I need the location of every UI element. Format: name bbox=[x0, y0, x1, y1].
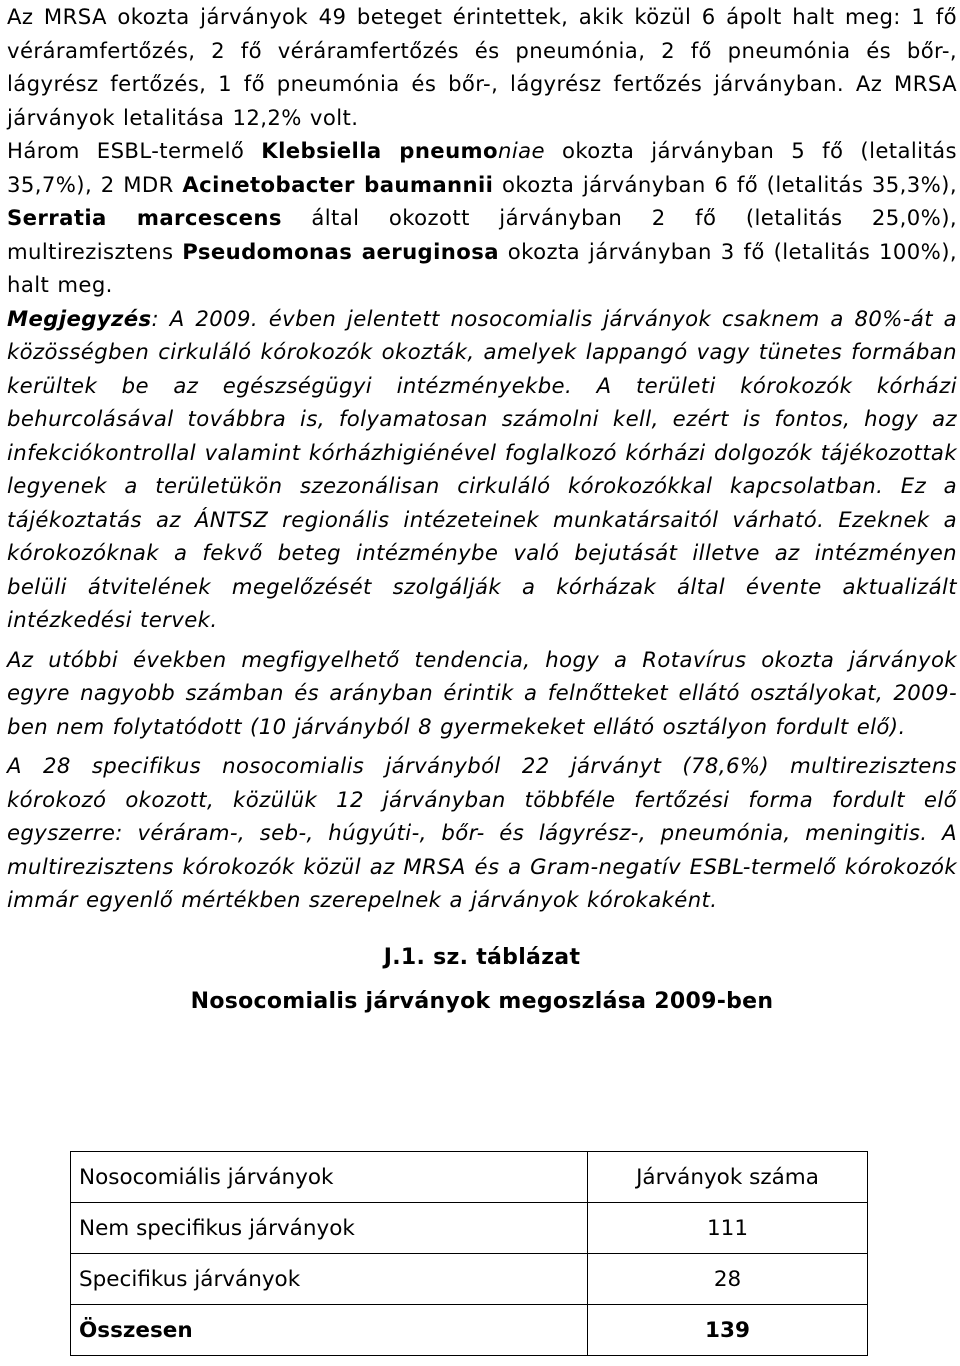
table-cell: Nem specifikus járványok bbox=[71, 1203, 588, 1254]
text-run: Három ESBL-termelő bbox=[7, 138, 262, 163]
header-cell: Járványok száma bbox=[588, 1152, 868, 1203]
table-row bbox=[71, 1254, 868, 1305]
paragraph-note bbox=[7, 302, 957, 637]
organism-serratia: Serratia marcescens bbox=[7, 205, 282, 230]
table-total-row bbox=[71, 1305, 868, 1356]
outbreaks-table bbox=[70, 1151, 868, 1356]
text-run: által okozott járványban 2 fő (letalitás 25,0%), multirezisztens bbox=[7, 205, 957, 264]
text-run: okozta járványban 6 fő (letalitás 35,3%), bbox=[493, 171, 957, 197]
organism-klebsiella bbox=[261, 138, 545, 163]
paragraph-rotavirus: Az utóbbi években megfigyelhető tendencia, hogy a Rotavírus okozta járványok egyre nagyobb számban és arányban érintik a felnőtteket ellátó osztályokat, 2009-ben nem folytatódott (10 járványból 8 gyermekeket ellátó osztályon fordult elő). bbox=[7, 646, 957, 739]
document-page bbox=[7, 0, 957, 1019]
note-label: Megjegyzés bbox=[7, 305, 152, 331]
total-label-cell: Összesen bbox=[71, 1305, 588, 1356]
table-cell: 28 bbox=[588, 1254, 868, 1305]
text-run: okozta járványban 5 fő (letalitás 35,7%), 2 MDR bbox=[7, 138, 957, 197]
total-value-cell: 139 bbox=[588, 1305, 868, 1356]
organism-klebsiella-part1: Klebsiella pneumo bbox=[261, 138, 498, 163]
organism-acinetobacter: Acinetobacter baumannii bbox=[182, 171, 494, 197]
table-cell: 111 bbox=[588, 1203, 868, 1254]
table-title: Nosocomialis járványok megoszlása 2009-ben bbox=[190, 988, 774, 1014]
text-run: okozta járványban 3 fő (letalitás 100%), halt meg. bbox=[7, 238, 957, 297]
paragraph-esbl bbox=[7, 134, 957, 302]
table-number: J.1. sz. táblázat bbox=[383, 944, 581, 970]
paragraph-mrsa: Az MRSA okozta járványok 49 beteget érintettek, akik közül 6 ápolt halt meg: 1 fő véráramfertőzés, 2 fő véráramfertőzés és pneumónia, 2 fő pneumónia és bőr-, lágyrész fertőzés, 1 fő pneumónia és bőr-, lágyrész fertőzés járványban. Az MRSA járványok letalitása 12,2% volt. bbox=[7, 4, 957, 130]
table-header-row bbox=[71, 1152, 868, 1203]
paragraph-specific: A 28 specifikus nosocomialis járványból 22 járványt (78,6%) multirezisztens kórokozó okozott, közülük 12 járványban többféle fertőzési forma fordult elő egyszerre: véráram-, seb-, húgyúti-, bőr- és lágyrész-, pneumónia, meningitis. A multirezisztens kórokozók közül az MRSA és a Gram-negatív ESBL-termelő kórokozók immár egyenlő mértékben szerepelnek a járványok kórokaként. bbox=[7, 753, 957, 912]
header-cell: Nosocomiális járványok bbox=[71, 1152, 588, 1203]
table-row bbox=[71, 1203, 868, 1254]
note-text: A 2009. évben jelentett nosocomialis járványok csaknem a 80%-át a közösségben cirkuláló kórokozók okozták, amelyek lappangó vagy tünetes formában kerültek be az egészségügyi intézményekbe. A területi kórokozók kórházi behurcolásával továbbra is, folyamatosan számolni kell, ezért is fontos, hogy az infekciókontrollal valamint kórházhigiénével foglalkozó kórházi dolgozók tájékozottak legyenek a területükön szezonálisan cirkuláló kórokozókkal kapcsolatban. Ez a tájékoztatás az ÁNTSZ regionális intézeteinek munkatársaitól várható. Ezeknek a kórokozóknak a fekvő beteg intézménybe való bejutását illetve az intézményen belüli átvitelének megelőzését szolgálják a kórházak által évente aktualizált intézkedési tervek. bbox=[7, 305, 957, 632]
note-colon: : bbox=[151, 305, 160, 331]
organism-pseudomonas: Pseudomonas aeruginosa bbox=[182, 238, 499, 264]
table-cell: Specifikus járványok bbox=[71, 1254, 588, 1305]
organism-klebsiella-part2: niae bbox=[498, 138, 545, 163]
